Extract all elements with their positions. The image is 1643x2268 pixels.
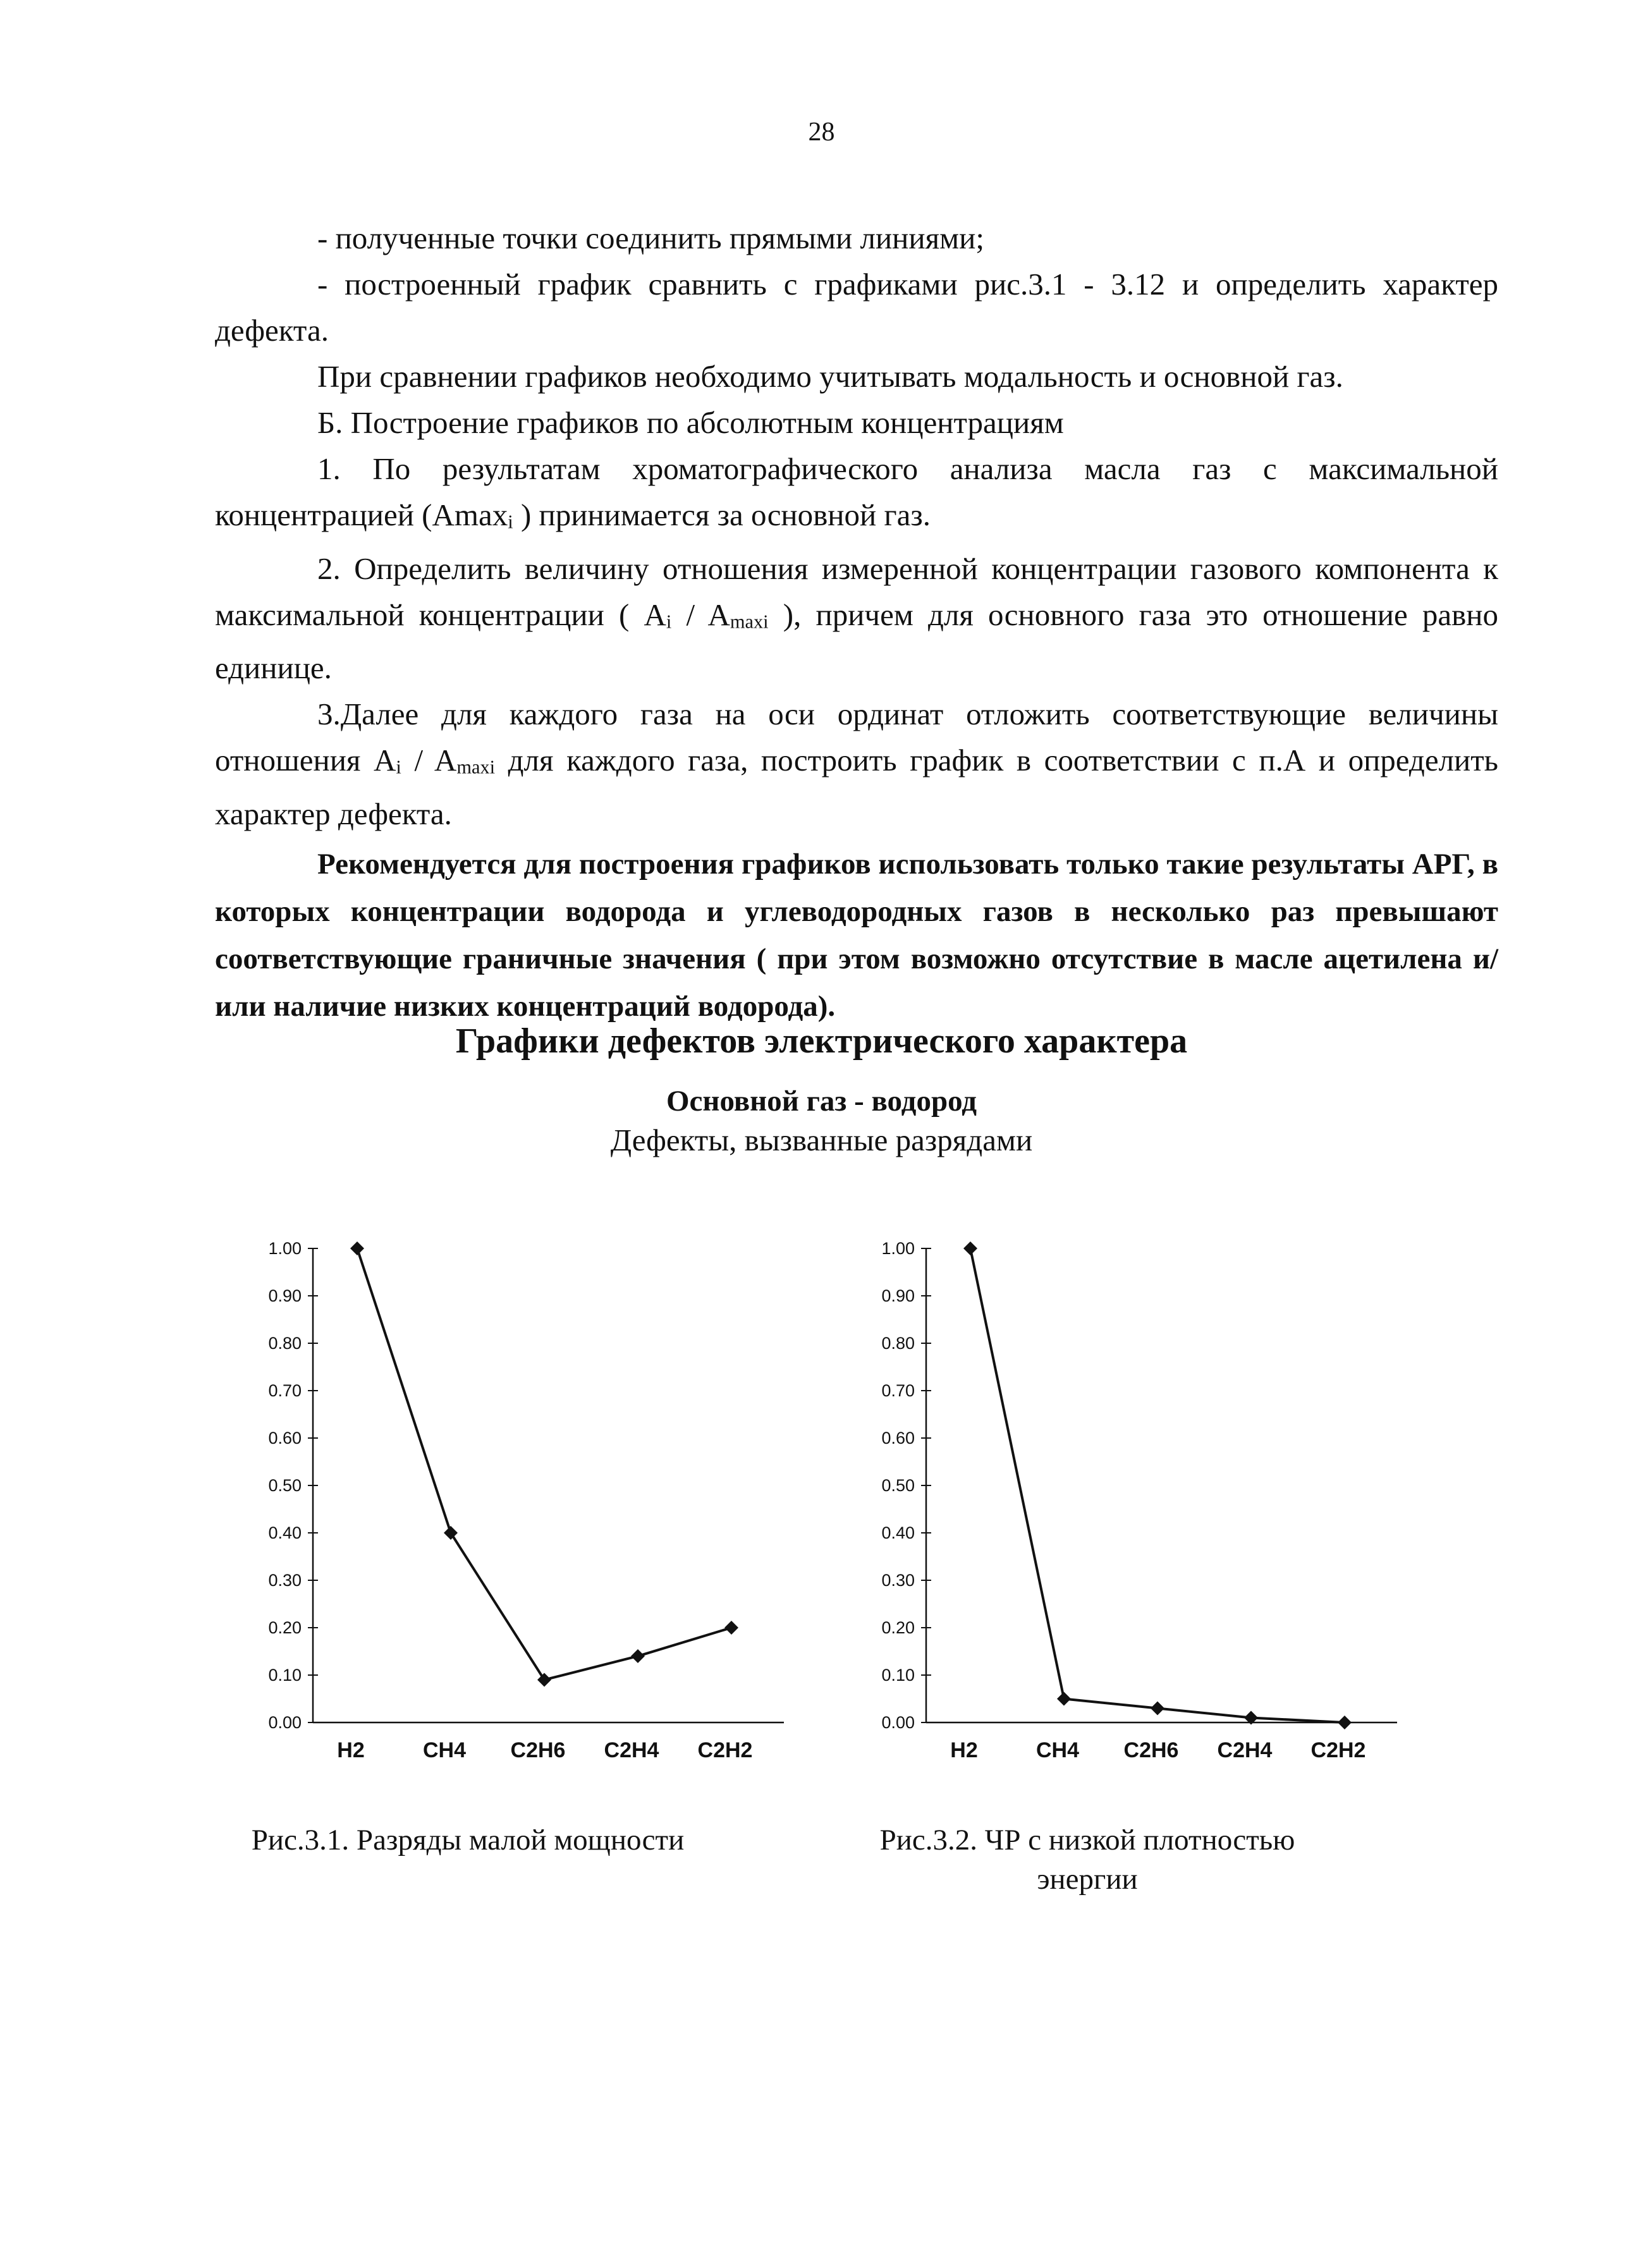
data-point-marker xyxy=(963,1241,977,1255)
y-tick-label: 0.50 xyxy=(268,1476,302,1495)
figure-caption-1: Рис.3.1. Разряды малой мощности xyxy=(251,1824,685,1856)
y-tick-label: 0.50 xyxy=(881,1476,915,1495)
page-number: 28 xyxy=(808,118,835,147)
y-tick-label: 0.60 xyxy=(881,1429,915,1448)
y-tick-label: 0.60 xyxy=(268,1429,302,1448)
paragraph-1: - полученные точки соединить прямыми линиями; xyxy=(317,221,985,255)
y-tick-label: 1.00 xyxy=(268,1239,302,1258)
data-point-marker xyxy=(444,1526,458,1540)
paragraph-7 xyxy=(215,691,1498,837)
series-line xyxy=(357,1248,731,1680)
y-tick-label: 0.30 xyxy=(881,1571,915,1590)
x-category-label: C2H4 xyxy=(604,1738,659,1762)
paragraph-6-text-end: ), причем для основного газа это отношение равно единице. xyxy=(215,597,1499,686)
y-tick-label: 0.10 xyxy=(881,1666,915,1685)
chart-pd-low-energy xyxy=(853,1214,1410,1783)
paragraph-2: - построенный график сравнить с графиками рис.3.1 - 3.12 и определить характер дефекта. xyxy=(215,267,1498,348)
y-tick-label: 0.40 xyxy=(881,1523,915,1542)
x-category-label: C2H6 xyxy=(1123,1738,1179,1762)
data-point-marker xyxy=(1057,1692,1071,1706)
section-subtitle-bold: Основной газ - водород xyxy=(666,1085,977,1118)
recommendation-paragraph: Рекомендуется для построения графиков использовать только такие результаты АРГ, в которых концентрации водорода и углеводородных газов в несколько раз превышают соответствующие граничные значения ( при этом возможно отсутствие в масле ацетилена и/или наличие низких концентраций водорода). xyxy=(215,847,1498,1023)
x-category-label: C2H2 xyxy=(1310,1738,1366,1762)
subscript: maxi xyxy=(730,611,769,633)
paragraph-7-text: 3.Далее для каждого газа на оси ординат отложить соответствующие величины отношения A xyxy=(215,697,1498,778)
section-subtitle: Дефекты, вызванные разрядами xyxy=(610,1123,1033,1157)
subscript: maxi xyxy=(456,756,496,778)
body-text xyxy=(215,215,1498,1030)
data-point-marker xyxy=(631,1649,645,1663)
y-tick-label: 0.10 xyxy=(268,1666,302,1685)
data-point-marker xyxy=(1151,1702,1164,1716)
series-line xyxy=(970,1248,1345,1722)
chart-discharges-low-power xyxy=(240,1214,797,1783)
x-category-label: H2 xyxy=(950,1738,978,1762)
paragraph-7-mid: / A xyxy=(401,743,457,778)
y-tick-label: 0.90 xyxy=(268,1286,302,1305)
x-category-label: C2H4 xyxy=(1217,1738,1273,1762)
y-tick-label: 0.80 xyxy=(881,1334,915,1353)
y-tick-label: 0.00 xyxy=(268,1713,302,1732)
paragraph-5-text-end: ) принимается за основной газ. xyxy=(513,497,931,532)
y-tick-label: 0.70 xyxy=(881,1381,915,1400)
x-category-label: CH4 xyxy=(422,1738,467,1762)
figure-caption-2: Рис.3.2. ЧР с низкой плотностью энергии xyxy=(879,1824,1295,1896)
y-tick-label: 0.00 xyxy=(881,1713,915,1732)
x-category-label: C2H2 xyxy=(697,1738,753,1762)
paragraph-7-text-end: для каждого газа, построить график в соответствии с п.А и определить характер дефекта. xyxy=(215,743,1499,831)
y-tick-label: 0.20 xyxy=(268,1618,302,1637)
data-point-marker xyxy=(350,1241,364,1255)
data-point-marker xyxy=(724,1621,738,1635)
subscript: i xyxy=(396,756,401,778)
paragraph-3: При сравнении графиков необходимо учитывать модальность и основной газ. xyxy=(317,359,1343,394)
y-tick-label: 0.40 xyxy=(268,1523,302,1542)
subscript: i xyxy=(666,611,672,633)
paragraph-4: Б. Построение графиков по абсолютным концентрациям xyxy=(317,405,1064,440)
paragraph-5 xyxy=(215,446,1498,546)
x-category-label: CH4 xyxy=(1035,1738,1080,1762)
y-tick-label: 0.90 xyxy=(881,1286,915,1305)
paragraph-6-text: 2. Определить величину отношения измеренной концентрации газового компонента к максимальной концентрации ( A xyxy=(215,551,1498,632)
y-tick-label: 0.70 xyxy=(268,1381,302,1400)
data-point-marker xyxy=(537,1673,551,1687)
y-tick-label: 0.30 xyxy=(268,1571,302,1590)
paragraph-6-mid: / A xyxy=(671,597,730,632)
y-tick-label: 0.20 xyxy=(881,1618,915,1637)
paragraph-6 xyxy=(215,546,1498,692)
y-tick-label: 0.80 xyxy=(268,1334,302,1353)
subscript: i xyxy=(508,511,513,533)
section-title: Графики дефектов электрического характера xyxy=(455,1021,1188,1061)
x-category-label: H2 xyxy=(337,1738,365,1762)
x-category-label: C2H6 xyxy=(510,1738,566,1762)
data-point-marker xyxy=(1338,1716,1352,1729)
paragraph-5-text: 1. По результатам хроматографического анализа масла газ с максимальной концентрацией (Amax xyxy=(215,451,1498,532)
y-tick-label: 1.00 xyxy=(881,1239,915,1258)
